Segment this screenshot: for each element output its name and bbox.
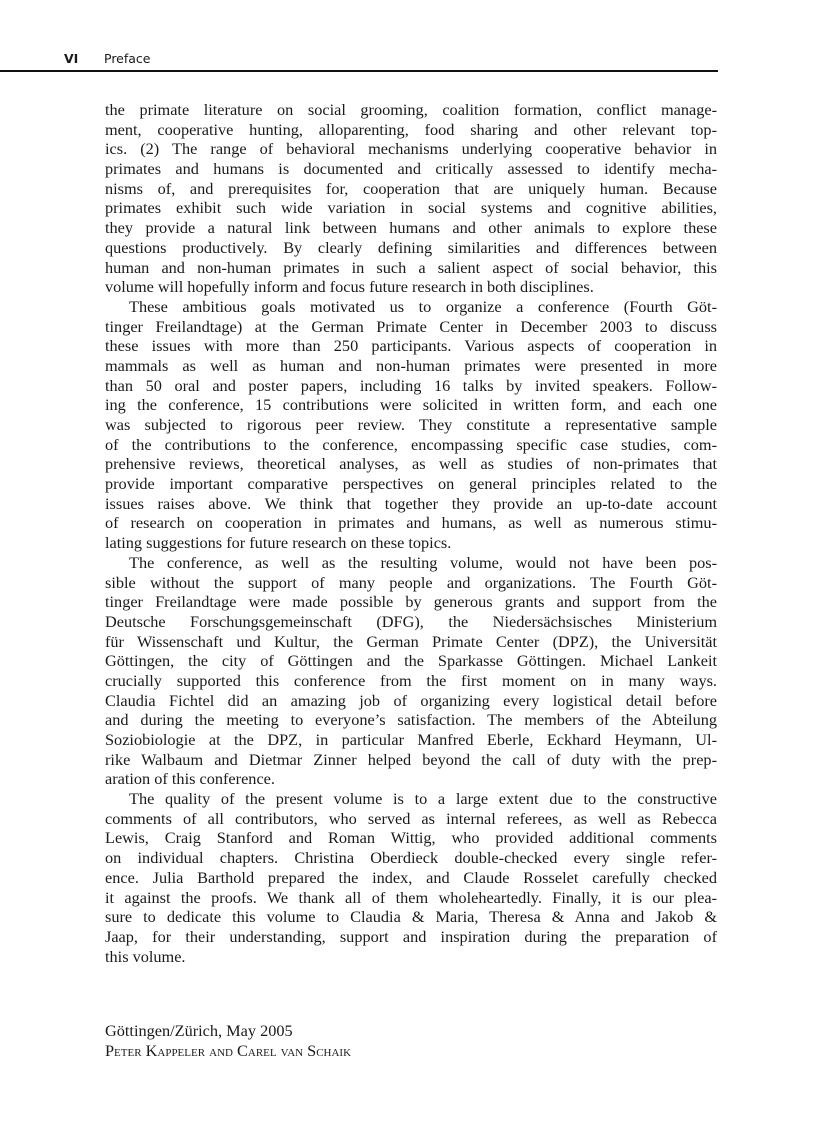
paragraph <box>105 553 717 789</box>
text-line: questions productively. By clearly defining similarities and differences between <box>105 237 717 257</box>
text-line: it against the proofs. We thank all of them wholeheartedly. Finally, it is our plea- <box>105 887 717 907</box>
header-rule <box>0 70 718 72</box>
paragraph <box>105 789 717 966</box>
text-line: ment, cooperative hunting, alloparenting, food sharing and other relevant top- <box>105 119 717 139</box>
text-line: primates and humans is documented and critically assessed to identify mecha- <box>105 159 717 179</box>
running-title: Preface <box>104 51 151 66</box>
text-line: Claudia Fichtel did an amazing job of organizing every logistical detail before <box>105 690 717 710</box>
text-line: sible without the support of many people and organizations. The Fourth Göt- <box>105 572 717 592</box>
text-line: ence. Julia Barthold prepared the index, and Claude Rosselet carefully checked <box>105 867 717 887</box>
text-line: prehensive reviews, theoretical analyses, as well as studies of non-primates that <box>105 454 717 474</box>
text-line: of the contributions to the conference, encompassing specific case studies, com- <box>105 434 717 454</box>
text-line: these issues with more than 250 participants. Various aspects of cooperation in <box>105 336 717 356</box>
signature <box>105 1021 351 1061</box>
text-line: issues raises above. We think that together they provide an up-to-date account <box>105 493 717 513</box>
text-line: human and non-human primates in such a salient aspect of social behavior, this <box>105 257 717 277</box>
text-line: and during the meeting to everyone’s satisfaction. The members of the Abteilung <box>105 710 717 730</box>
authors: Peter Kappeler and Carel van Schaik <box>105 1041 352 1060</box>
text-line: tinger Freilandtage) at the German Primate Center in December 2003 to discuss <box>105 316 717 336</box>
text-line: ing the conference, 15 contributions were solicited in written form, and each one <box>105 395 717 415</box>
text-line: lating suggestions for future research on these topics. <box>105 533 452 553</box>
paragraph <box>105 100 717 297</box>
text-line: the primate literature on social grooming, coalition formation, conflict manage- <box>105 100 717 119</box>
text-line: provide important comparative perspectives on general principles related to the <box>105 474 717 494</box>
text-line: than 50 oral and poster papers, including 16 talks by invited speakers. Follow- <box>105 375 717 395</box>
page-number: VI <box>64 51 79 66</box>
text-line: Göttingen, the city of Göttingen and the Sparkasse Göttingen. Michael Lankeit <box>105 651 717 671</box>
text-line: this volume. <box>105 946 186 966</box>
text-line: they provide a natural link between humans and other animals to explore these <box>105 218 717 238</box>
text-line: primates exhibit such wide variation in social systems and cognitive abilities, <box>105 198 717 218</box>
text-line: Lewis, Craig Stanford and Roman Wittig, who provided additional comments <box>105 828 717 848</box>
text-line: mammals as well as human and non-human primates were presented in more <box>105 355 717 375</box>
text-line: ics. (2) The range of behavioral mechanisms underlying cooperative behavior in <box>105 139 717 159</box>
text-line: tinger Freilandtage were made possible by generous grants and support from the <box>105 592 717 612</box>
text-line: aration of this conference. <box>105 769 275 789</box>
text-line: crucially supported this conference from the first moment on in many ways. <box>105 670 717 690</box>
text-line: Deutsche Forschungsgemeinschaft (DFG), the Niedersächsisches Ministerium <box>105 611 717 631</box>
text-line: was subjected to rigorous peer review. They constitute a representative sample <box>105 415 717 434</box>
text-line: nisms of, and prerequisites for, cooperation that are uniquely human. Because <box>105 178 717 198</box>
text-line: on individual chapters. Christina Oberdieck double-checked every single refer- <box>105 848 717 868</box>
text-line: Jaap, for their understanding, support and inspiration during the preparation of <box>105 926 717 946</box>
place-date: Göttingen/Zürich, May 2005 <box>105 1021 293 1040</box>
text-line: The quality of the present volume is to a large extent due to the constructive <box>129 789 717 809</box>
text-line: of research on cooperation in primates and humans, as well as numerous stimu- <box>105 513 717 533</box>
text-line: volume will hopefully inform and focus future research in both disciplines. <box>105 277 594 297</box>
text-line: rike Walbaum and Dietmar Zinner helped beyond the call of duty with the prep- <box>105 749 717 769</box>
text-line: These ambitious goals motivated us to organize a conference (Fourth Göt- <box>129 296 717 316</box>
text-line: sure to dedicate this volume to Claudia & Maria, Theresa & Anna and Jakob & <box>105 907 717 927</box>
text-line: Soziobiologie at the DPZ, in particular Manfred Eberle, Eckhard Heymann, Ul- <box>105 730 717 749</box>
text-line: The conference, as well as the resulting volume, would not have been pos- <box>129 552 717 572</box>
body-text <box>105 100 717 966</box>
text-line: für Wissenschaft und Kultur, the German Primate Center (DPZ), the Universität <box>105 631 717 651</box>
text-line: comments of all contributors, who served as internal referees, as well as Rebecca <box>105 808 717 828</box>
paragraph <box>105 297 717 553</box>
